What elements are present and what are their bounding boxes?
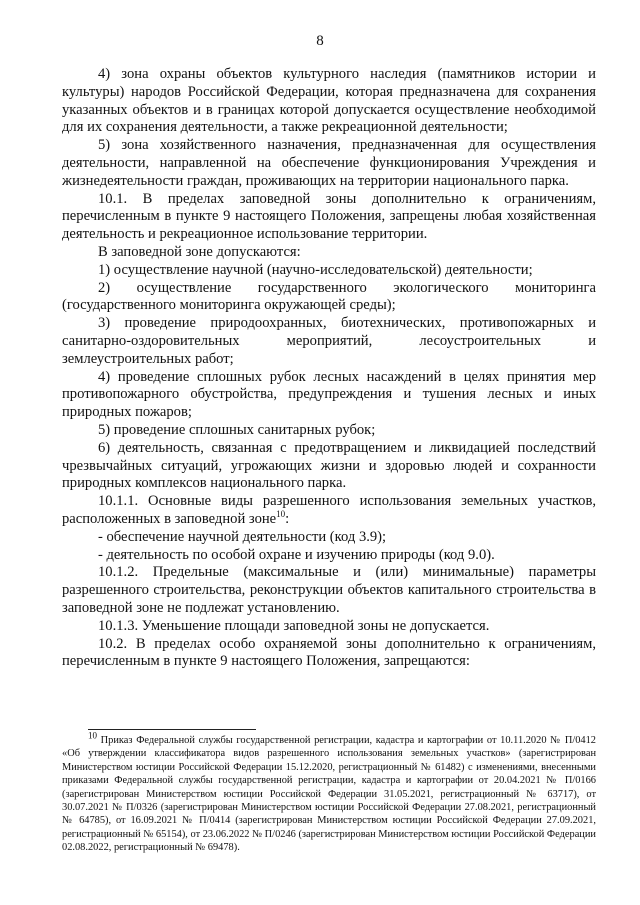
paragraph-10-1-2: 10.1.2. Предельные (максимальные и (или) минимальные) параметры разрешенного строительства, реконструкции объектов капитального строительства в заповедной зоне не подлежат установлению. xyxy=(62,564,596,616)
paragraph-allowed-intro: В заповедной зоне допускаются: xyxy=(98,243,301,260)
paragraph-allowed-2: 2) осуществление государственного экологического мониторинга (государственного мониторинга окружающей среды); xyxy=(62,279,596,314)
page-number: 8 xyxy=(316,33,324,49)
paragraph-allowed-5: 5) проведение сплошных санитарных рубок; xyxy=(98,421,376,438)
paragraph-allowed-1: 1) осуществление научной (научно-исследовательской) деятельности; xyxy=(98,261,533,278)
paragraph-zone-4: 4) зона охраны объектов культурного наследия (памятников истории и культуры) народов Российской Федерации, которая предназначена для сохранения указанных объектов и в границах которой допускается осуществление необходимой для их сохранения деятельности, а также рекреационной деятельности; xyxy=(62,66,596,136)
paragraph-zone-5: 5) зона хозяйственного назначения, предназначенная для осуществления деятельности, направленной на обеспечение функционирования Учреждения и жизнедеятельности граждан, проживающих на территории национального парка. xyxy=(62,137,596,189)
footnote-text: Приказ Федеральной службы государственной регистрации, кадастра и картографии от 10.11.2020 № П/0412 «Об утверждении классификатора видов разрешенного использования земельных участков» (зарегистрирован Министерством юстиции Российской Федерации 15.12.2020, регистрационный № 61482) с изменениями, внесенными приказами Федеральной службы государственной регистрации, кадастра и картографии от 20.04.2021 № П/0166 (зарегистрирован Министерством юстиции Российской Федерации 31.05.2021, регистрационный № 63717), от 30.07.2021 № П/0326 (зарегистрирован Министерством юстиции Российской Федерации 27.08.2021, регистрационный № 64785), от 16.09.2021 № П/0414 (зарегистрирован Министерством юстиции Российской Федерации 27.09.2021, регистрационный № 65154), от 23.06.2022 № П/0246 (зарегистрирован Министерством юстиции Российской Федерации 02.08.2022, регистрационный № 69478). xyxy=(62,735,596,854)
paragraph-allowed-6: 6) деятельность, связанная с предотвращением и ликвидацией последствий чрезвычайных ситуаций, угрожающих жизни и здоровью людей и сохранности природных комплексов национального парка. xyxy=(62,439,596,492)
paragraph-10-2: 10.2. В пределах особо охраняемой зоны дополнительно к ограничениям, перечисленным в пункте 9 настоящего Положения, запрещаются: xyxy=(62,635,596,670)
footnote-separator xyxy=(88,729,256,730)
paragraph-10-1-1-suffix: : xyxy=(285,510,290,527)
paragraph-allowed-4: 4) проведение сплошных рубок лесных насаждений в целях принятия мер противопожарного обустройства, предупреждения и тушения лесных и иных природных пожаров; xyxy=(62,368,596,421)
document-body xyxy=(62,66,596,671)
paragraph-10-1-3: 10.1.3. Уменьшение площади заповедной зоны не допускается. xyxy=(98,617,490,634)
paragraph-10-1-1 xyxy=(62,493,596,529)
list-item-code-9-0: - деятельность по особой охране и изучению природы (код 9.0). xyxy=(98,546,495,563)
footnote-reference[interactable]: 10 xyxy=(276,509,286,520)
footnote-number: 10 xyxy=(88,730,97,741)
paragraph-allowed-3: 3) проведение природоохранных, биотехнических, противопожарных и санитарно-оздоровительных мероприятий, лесоустроительных и землеустроительных работ; xyxy=(62,315,596,367)
footnote-10 xyxy=(62,730,596,855)
list-item-code-3-9: - обеспечение научной деятельности (код 3.9); xyxy=(98,528,387,545)
paragraph-10-1-1-text: 10.1.1. Основные виды разрешенного использования земельных участков, расположенных в заповедной зоне xyxy=(62,493,596,527)
paragraph-10-1: 10.1. В пределах заповедной зоны дополнительно к ограничениям, перечисленным в пункте 9 настоящего Положения, запрещены любая хозяйственная деятельность и рекреационное использование территории. xyxy=(62,190,596,243)
